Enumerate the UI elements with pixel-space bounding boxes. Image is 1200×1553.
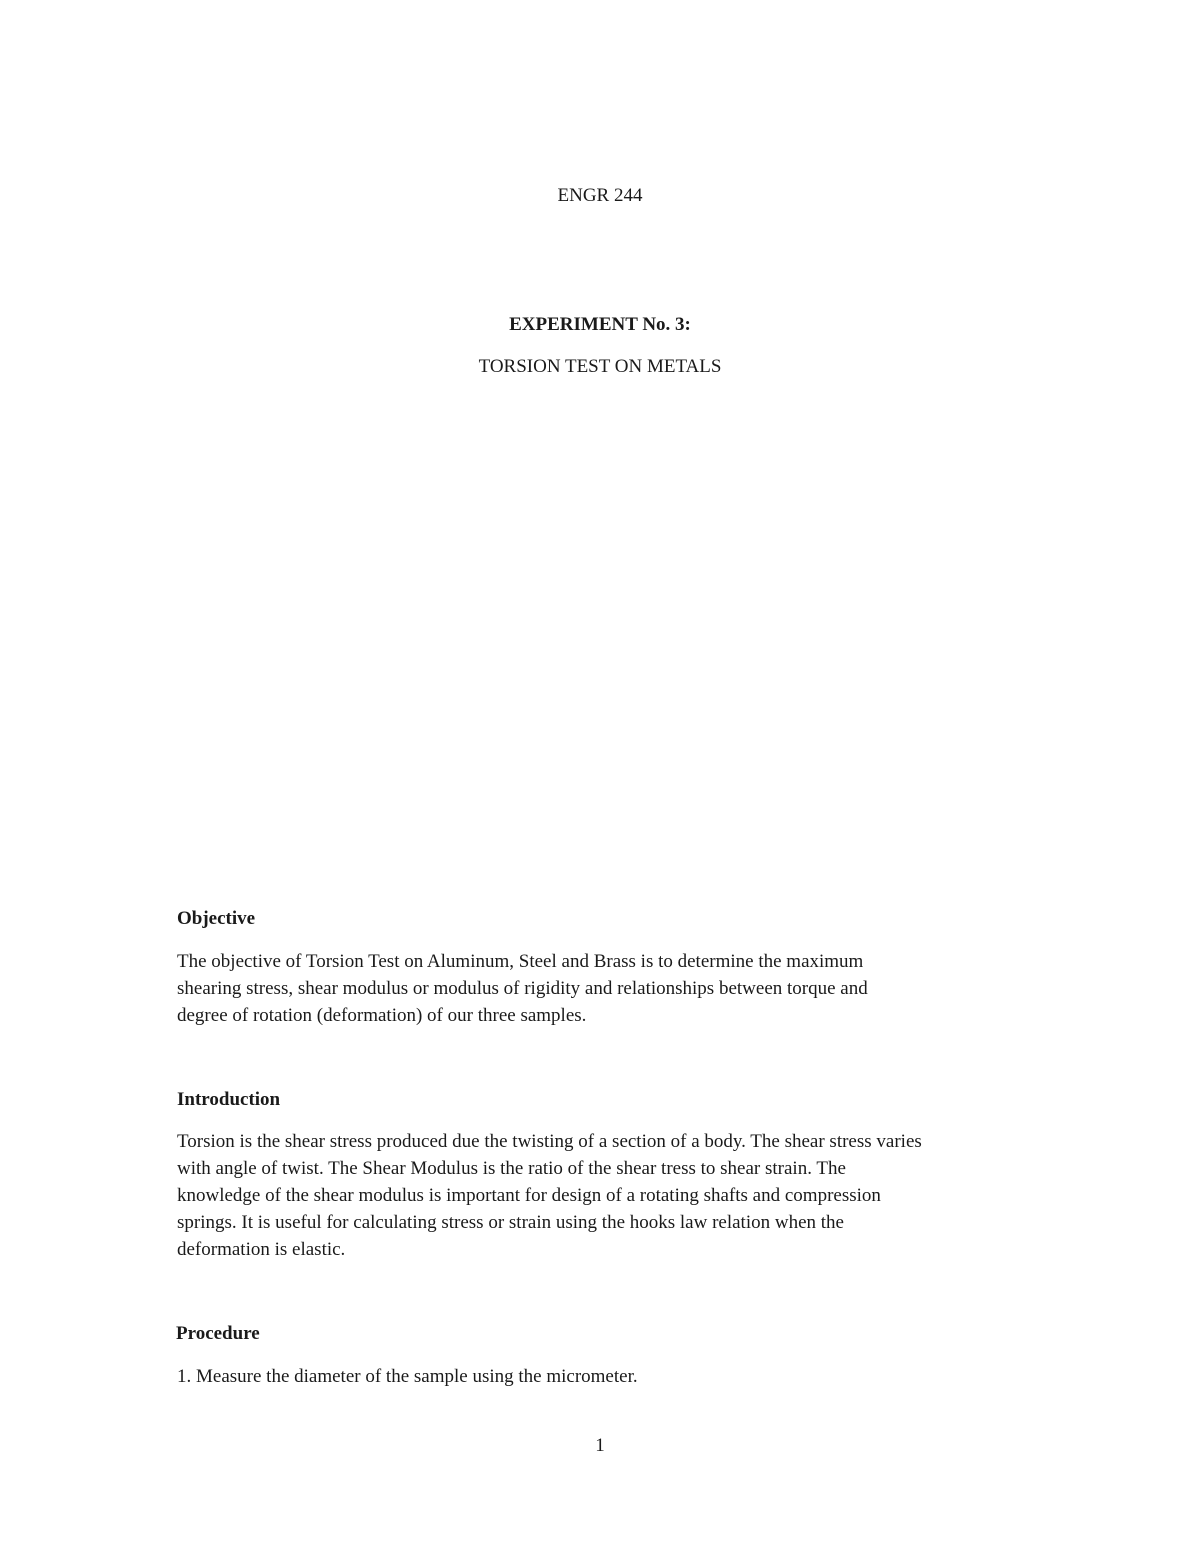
introduction-line: Torsion is the shear stress produced due the twisting of a section of a body. The shear stress varies	[177, 1131, 922, 1152]
objective-line: The objective of Torsion Test on Aluminum, Steel and Brass is to determine the maximum	[177, 951, 864, 972]
objective-heading: Objective	[177, 908, 256, 929]
page-number: 1	[595, 1435, 605, 1456]
objective-line: degree of rotation (deformation) of our three samples.	[177, 1005, 587, 1026]
introduction-heading: Introduction	[177, 1089, 281, 1110]
objective-line: shearing stress, shear modulus or modulus of rigidity and relationships between torque and	[177, 978, 868, 999]
procedure-step: 1. Measure the diameter of the sample using the micrometer.	[177, 1366, 638, 1387]
course-code: ENGR 244	[557, 185, 643, 206]
experiment-title: EXPERIMENT No. 3:	[509, 314, 691, 335]
introduction-paragraph	[177, 1128, 1057, 1263]
introduction-line: deformation is elastic.	[177, 1239, 346, 1260]
experiment-subtitle: TORSION TEST ON METALS	[478, 356, 722, 377]
introduction-line: with angle of twist. The Shear Modulus is the ratio of the shear tress to shear strain. The	[177, 1158, 846, 1179]
introduction-line: knowledge of the shear modulus is important for design of a rotating shafts and compression	[177, 1185, 881, 1206]
procedure-heading: Procedure	[176, 1323, 260, 1344]
procedure-list	[177, 1363, 1057, 1390]
objective-paragraph	[177, 948, 1057, 1029]
introduction-line: springs. It is useful for calculating stress or strain using the hooks law relation when the	[177, 1212, 844, 1233]
